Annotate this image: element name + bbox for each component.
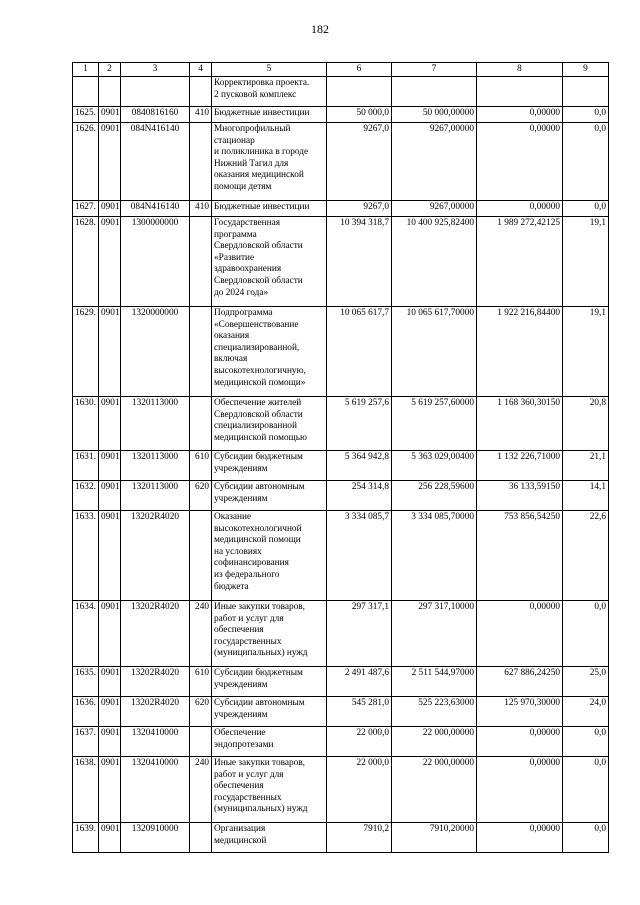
expense-type-cell: 240 [190,601,212,667]
execution-percent-cell: 25,0 [563,667,609,697]
expense-type-cell: 240 [190,757,212,823]
executed-amount-cell: 125 970,30000 [477,697,563,727]
plan-amount-cell: 5 363 029,00400 [392,451,477,481]
table-row [73,601,609,667]
section-code-cell: 0901 [99,123,121,201]
section-code-cell: 0901 [99,307,121,397]
approved-amount-cell: 22 000,0 [327,727,392,757]
executed-amount-cell: 753 856,54250 [477,511,563,601]
section-code-cell [99,77,121,107]
table-body [73,77,609,853]
expense-type-cell [190,307,212,397]
approved-amount-cell: 3 334 085,7 [327,511,392,601]
expense-type-cell [190,397,212,451]
item-name-cell: Субсидии бюджетным учреждениям [212,451,327,481]
plan-amount-cell: 525 223,63000 [392,697,477,727]
section-code-cell: 0901 [99,727,121,757]
table-row [73,823,609,853]
expense-type-cell [190,511,212,601]
row-number-cell: 1639. [73,823,99,853]
execution-percent-cell: 24,0 [563,697,609,727]
row-number-cell: 1636. [73,697,99,727]
approved-amount-cell: 254 314,8 [327,481,392,511]
executed-amount-cell: 0,00000 [477,107,563,123]
execution-percent-cell: 0,0 [563,823,609,853]
execution-percent-cell: 0,0 [563,107,609,123]
execution-percent-cell: 19,1 [563,307,609,397]
expense-type-cell [190,727,212,757]
approved-amount-cell: 7910,2 [327,823,392,853]
row-number-cell: 1627. [73,201,99,217]
execution-percent-cell: 14,1 [563,481,609,511]
executed-amount-cell: 627 886,24250 [477,667,563,697]
row-number-cell: 1634. [73,601,99,667]
row-number-cell [73,77,99,107]
item-name-cell: Иные закупки товаров, работ и услуг для обеспечения государственных (муниципальных) нужд [212,757,327,823]
item-name-cell: Обеспечение жителей Свердловской области специализированной медицинской помощью [212,397,327,451]
execution-percent-cell [563,77,609,107]
approved-amount-cell: 10 065 617,7 [327,307,392,397]
table-row [73,201,609,217]
table-row [73,727,609,757]
plan-amount-cell: 2 511 544,97000 [392,667,477,697]
section-code-cell: 0901 [99,757,121,823]
table-row [73,107,609,123]
item-name-cell: Иные закупки товаров, работ и услуг для обеспечения государственных (муниципальных) нужд [212,601,327,667]
executed-amount-cell: 1 922 216,84400 [477,307,563,397]
item-name-cell: Корректировка проекта. 2 пусковой комплекс [212,77,327,107]
table-row [73,697,609,727]
plan-amount-cell: 3 334 085,70000 [392,511,477,601]
approved-amount-cell: 22 000,0 [327,757,392,823]
section-code-cell: 0901 [99,397,121,451]
plan-amount-cell: 50 000,00000 [392,107,477,123]
column-header: 2 [99,63,121,77]
expense-type-cell [190,77,212,107]
expense-type-cell: 610 [190,451,212,481]
executed-amount-cell: 1 132 226,71000 [477,451,563,481]
execution-percent-cell: 0,0 [563,123,609,201]
table-row [73,77,609,107]
executed-amount-cell: 0,00000 [477,123,563,201]
row-number-cell: 1629. [73,307,99,397]
approved-amount-cell: 297 317,1 [327,601,392,667]
executed-amount-cell: 0,00000 [477,201,563,217]
row-number-cell: 1625. [73,107,99,123]
item-name-cell: Государственная программа Свердловской области «Развитие здравоохранения Свердловской области до 2024 года» [212,217,327,307]
executed-amount-cell: 0,00000 [477,727,563,757]
row-number-cell: 1632. [73,481,99,511]
item-name-cell: Бюджетные инвестиции [212,107,327,123]
plan-amount-cell: 22 000,00000 [392,727,477,757]
target-article-cell: 1300000000 [121,217,190,307]
expense-type-cell [190,217,212,307]
item-name-cell: Бюджетные инвестиции [212,201,327,217]
target-article-cell: 13202R4020 [121,511,190,601]
plan-amount-cell: 9267,00000 [392,123,477,201]
budget-table [72,62,609,853]
column-header: 7 [392,63,477,77]
item-name-cell: Многопрофильный стационар и поликлиника в городе Нижний Тагил для оказания медицинской помощи детям [212,123,327,201]
plan-amount-cell [392,77,477,107]
approved-amount-cell: 5 619 257,6 [327,397,392,451]
approved-amount-cell: 9267,0 [327,201,392,217]
column-header: 3 [121,63,190,77]
section-code-cell: 0901 [99,511,121,601]
plan-amount-cell: 22 000,00000 [392,757,477,823]
target-article-cell: 1320113000 [121,481,190,511]
table-row [73,397,609,451]
item-name-cell: Подпрограмма «Совершенствование оказания специализированной, включая высокотехнологичную, медицинской помощи» [212,307,327,397]
row-number-cell: 1630. [73,397,99,451]
executed-amount-cell: 0,00000 [477,823,563,853]
approved-amount-cell: 10 394 318,7 [327,217,392,307]
item-name-cell: Субсидии бюджетным учреждениям [212,667,327,697]
executed-amount-cell: 0,00000 [477,601,563,667]
target-article-cell: 084N416140 [121,201,190,217]
section-code-cell: 0901 [99,451,121,481]
executed-amount-cell: 1 168 360,30150 [477,397,563,451]
header-row [73,63,609,77]
executed-amount-cell: 0,00000 [477,757,563,823]
expense-type-cell: 410 [190,201,212,217]
expense-type-cell: 410 [190,107,212,123]
expense-type-cell: 620 [190,697,212,727]
item-name-cell: Организация медицинской [212,823,327,853]
execution-percent-cell: 0,0 [563,757,609,823]
section-code-cell: 0901 [99,217,121,307]
target-article-cell: 1320410000 [121,727,190,757]
executed-amount-cell [477,77,563,107]
expense-type-cell [190,123,212,201]
target-article-cell: 1320910000 [121,823,190,853]
item-name-cell: Субсидии автономным учреждениям [212,697,327,727]
section-code-cell: 0901 [99,697,121,727]
column-header: 4 [190,63,212,77]
execution-percent-cell: 0,0 [563,727,609,757]
table-row [73,481,609,511]
approved-amount-cell: 545 281,0 [327,697,392,727]
executed-amount-cell: 36 133,59150 [477,481,563,511]
plan-amount-cell: 9267,00000 [392,201,477,217]
execution-percent-cell: 20,8 [563,397,609,451]
section-code-cell: 0901 [99,823,121,853]
column-header: 6 [327,63,392,77]
execution-percent-cell: 22,6 [563,511,609,601]
plan-amount-cell: 7910,20000 [392,823,477,853]
approved-amount-cell: 50 000,0 [327,107,392,123]
table-row [73,307,609,397]
table-row [73,451,609,481]
row-number-cell: 1631. [73,451,99,481]
execution-percent-cell: 21,1 [563,451,609,481]
item-name-cell: Субсидии автономным учреждениям [212,481,327,511]
plan-amount-cell: 256 228,59600 [392,481,477,511]
approved-amount-cell: 9267,0 [327,123,392,201]
approved-amount-cell: 2 491 487,6 [327,667,392,697]
row-number-cell: 1626. [73,123,99,201]
target-article-cell: 0840816160 [121,107,190,123]
row-number-cell: 1635. [73,667,99,697]
expense-type-cell: 610 [190,667,212,697]
column-header: 5 [212,63,327,77]
target-article-cell: 1320113000 [121,397,190,451]
table-row [73,667,609,697]
row-number-cell: 1637. [73,727,99,757]
row-number-cell: 1638. [73,757,99,823]
section-code-cell: 0901 [99,201,121,217]
plan-amount-cell: 297 317,10000 [392,601,477,667]
execution-percent-cell: 19,1 [563,217,609,307]
plan-amount-cell: 5 619 257,60000 [392,397,477,451]
target-article-cell: 13202R4020 [121,667,190,697]
table-row [73,511,609,601]
table-row [73,757,609,823]
target-article-cell: 084N416140 [121,123,190,201]
target-article-cell: 1320113000 [121,451,190,481]
section-code-cell: 0901 [99,601,121,667]
expense-type-cell [190,823,212,853]
row-number-cell: 1633. [73,511,99,601]
table-row [73,123,609,201]
plan-amount-cell: 10 400 925,82400 [392,217,477,307]
execution-percent-cell: 0,0 [563,201,609,217]
expense-type-cell: 620 [190,481,212,511]
approved-amount-cell [327,77,392,107]
page-number: 182 [311,22,329,36]
item-name-cell: Оказание высокотехнологичной медицинской помощи на условиях софинансирования из федерального бюджета [212,511,327,601]
execution-percent-cell: 0,0 [563,601,609,667]
approved-amount-cell: 5 364 942,8 [327,451,392,481]
column-header: 9 [563,63,609,77]
table-row [73,217,609,307]
item-name-cell: Обеспечение эндопротезами [212,727,327,757]
plan-amount-cell: 10 065 617,70000 [392,307,477,397]
section-code-cell: 0901 [99,481,121,511]
executed-amount-cell: 1 989 272,42125 [477,217,563,307]
target-article-cell [121,77,190,107]
section-code-cell: 0901 [99,667,121,697]
target-article-cell: 1320000000 [121,307,190,397]
row-number-cell: 1628. [73,217,99,307]
target-article-cell: 1320410000 [121,757,190,823]
section-code-cell: 0901 [99,107,121,123]
target-article-cell: 13202R4020 [121,697,190,727]
target-article-cell: 13202R4020 [121,601,190,667]
column-header: 1 [73,63,99,77]
column-header: 8 [477,63,563,77]
